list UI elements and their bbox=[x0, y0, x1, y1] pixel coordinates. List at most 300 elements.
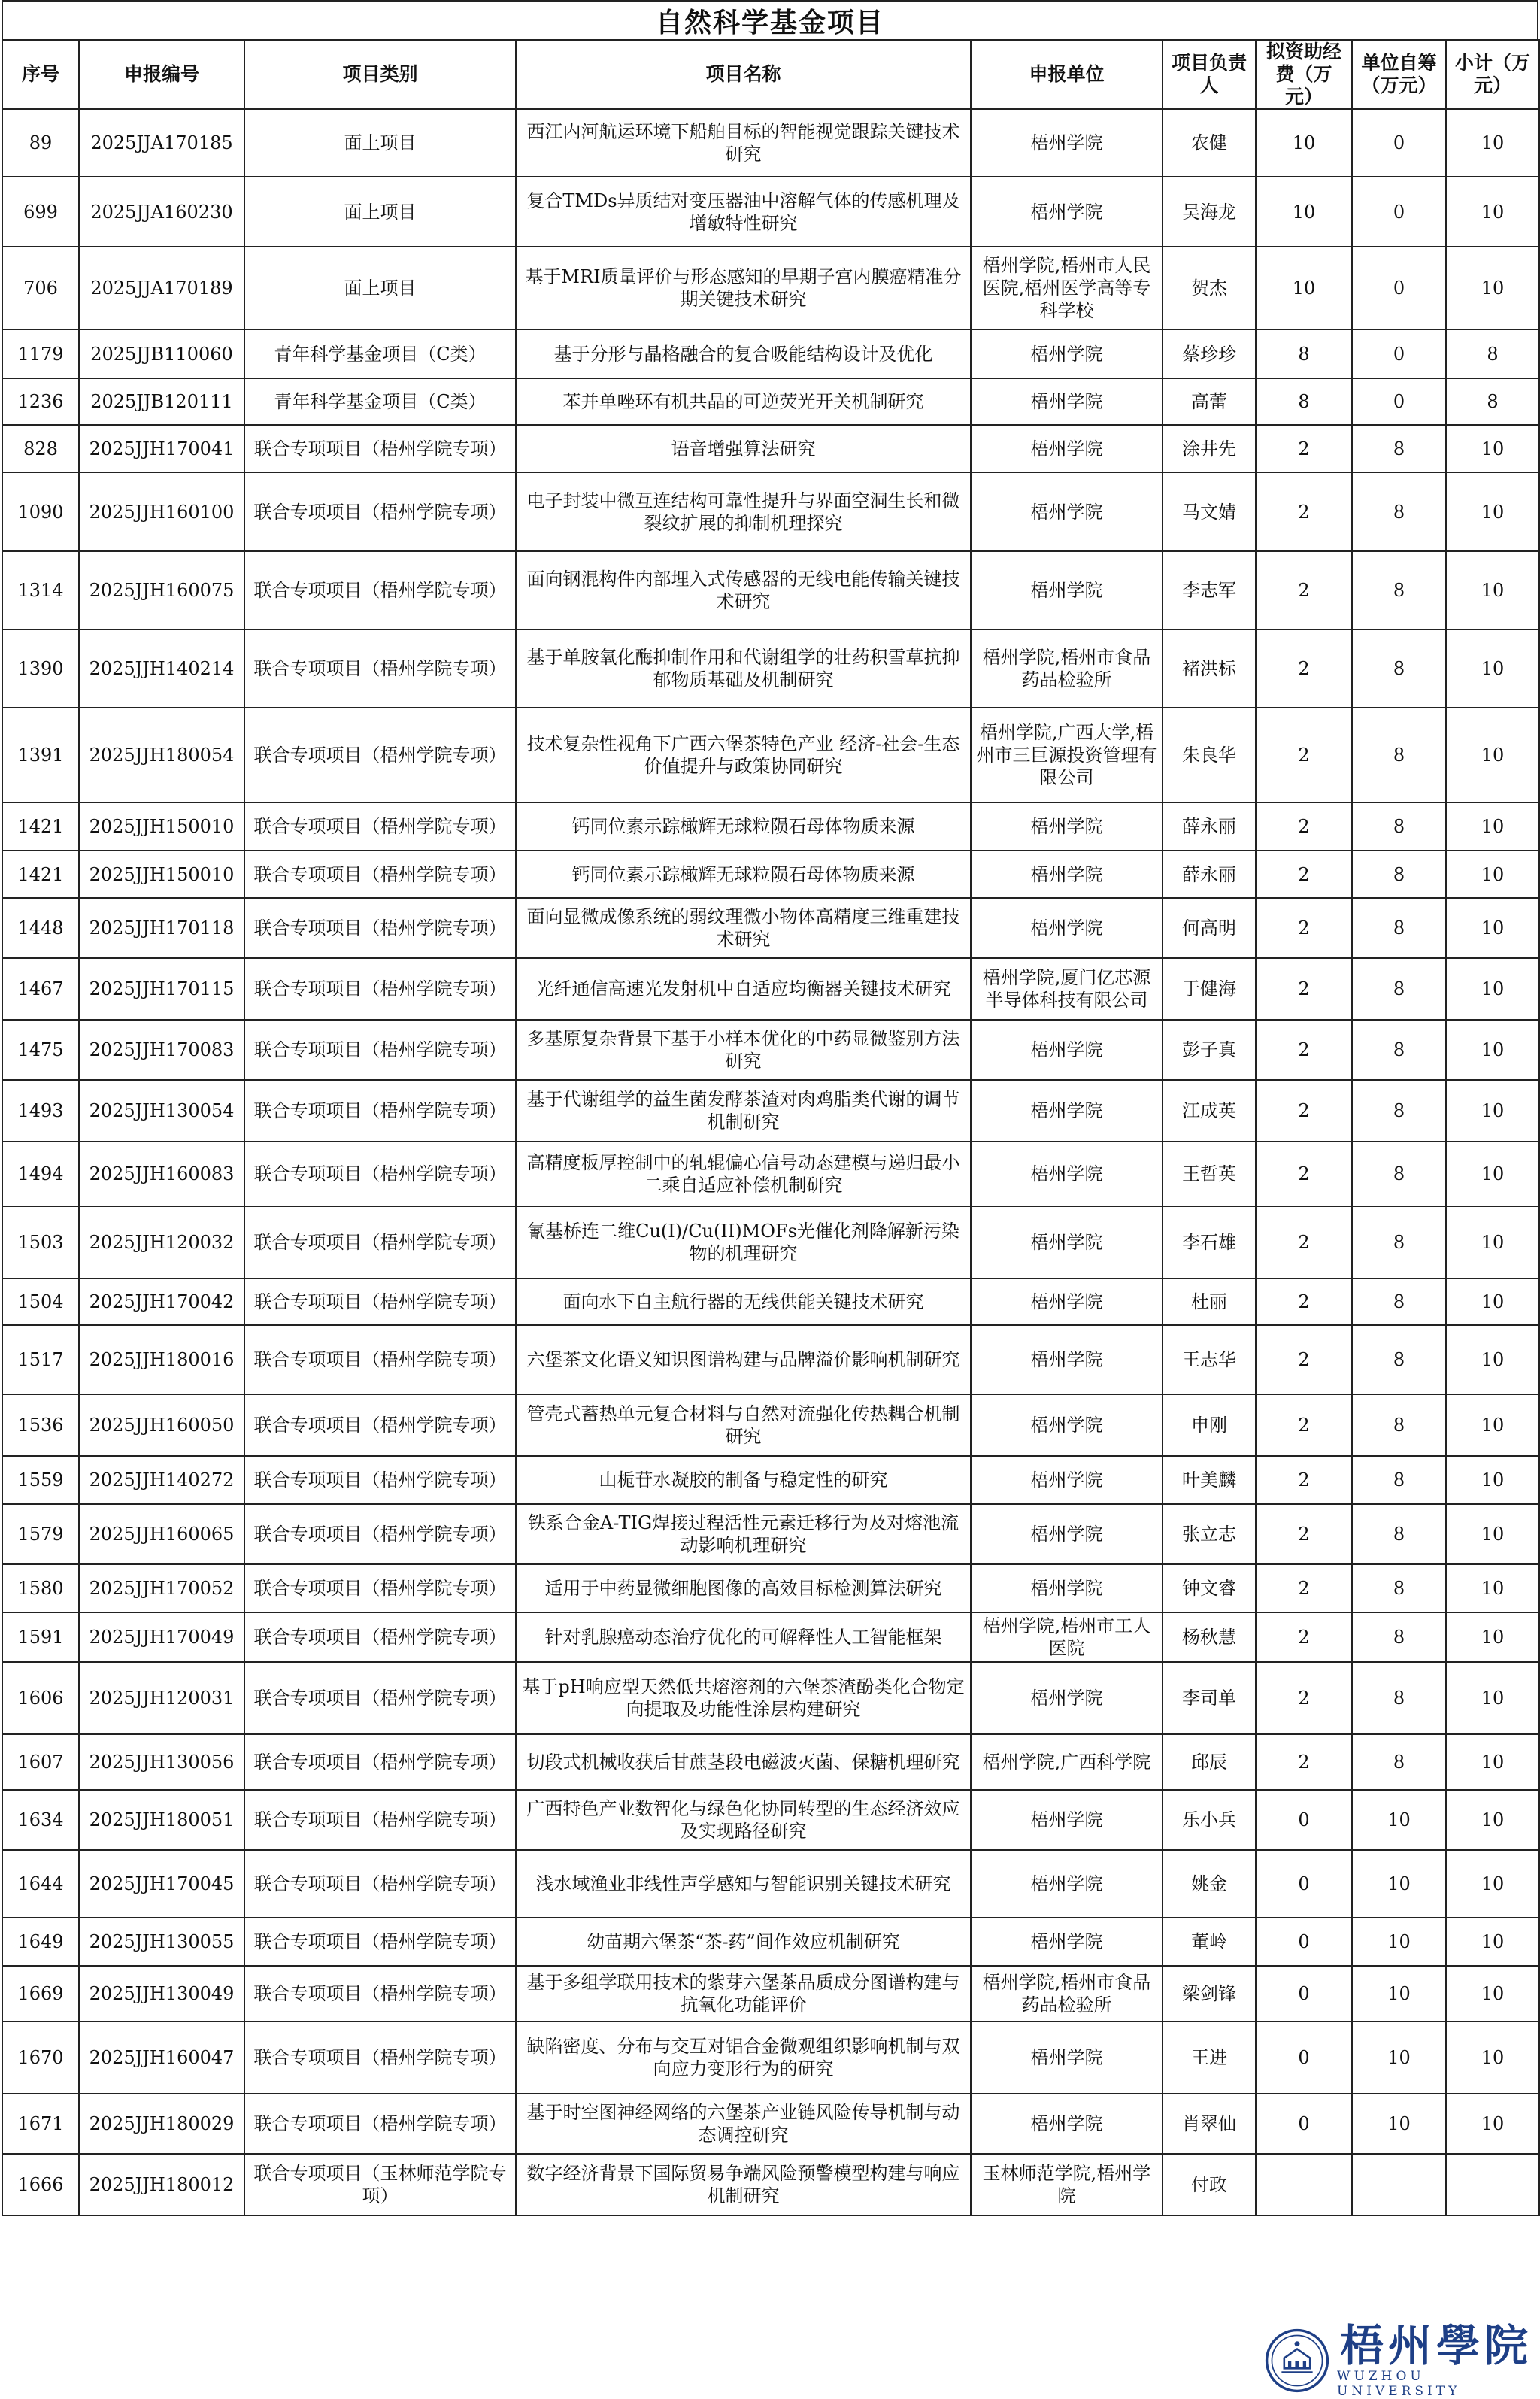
row-code: 2025JJH160065 bbox=[79, 1504, 244, 1564]
row-funding: 2 bbox=[1256, 851, 1352, 898]
row-category: 联合专项项目（梧州学院专项） bbox=[244, 708, 516, 802]
row-code: 2025JJH180016 bbox=[79, 1325, 244, 1394]
row-unit: 梧州学院,厦门亿芯源半导体科技有限公司 bbox=[971, 958, 1163, 1020]
row-seq: 1666 bbox=[2, 2154, 79, 2216]
row-self-raised: 8 bbox=[1352, 1504, 1446, 1564]
row-funding: 2 bbox=[1256, 551, 1352, 629]
row-funding: 10 bbox=[1256, 109, 1352, 177]
table-row bbox=[2, 1734, 1539, 1790]
row-leader: 蔡珍珍 bbox=[1163, 329, 1256, 378]
header-unit: 申报单位 bbox=[971, 40, 1163, 109]
row-name: 面向水下自主航行器的无线供能关键技术研究 bbox=[516, 1278, 971, 1325]
row-name: 电子封装中微互连结构可靠性提升与界面空洞生长和微裂纹扩展的抑制机理探究 bbox=[516, 472, 971, 551]
row-category: 联合专项项目（梧州学院专项） bbox=[244, 1850, 516, 1918]
row-unit: 梧州学院 bbox=[971, 1142, 1163, 1206]
row-code: 2025JJH170042 bbox=[79, 1278, 244, 1325]
row-self-raised: 8 bbox=[1352, 1394, 1446, 1456]
row-category: 联合专项项目（梧州学院专项） bbox=[244, 802, 516, 851]
row-funding: 2 bbox=[1256, 1456, 1352, 1504]
row-code: 2025JJH170118 bbox=[79, 898, 244, 958]
row-funding bbox=[1256, 2154, 1352, 2216]
university-logo bbox=[1265, 2320, 1535, 2399]
row-seq: 1504 bbox=[2, 1278, 79, 1325]
row-seq: 1634 bbox=[2, 1790, 79, 1850]
row-name: 基于多组学联用技术的紫芽六堡茶品质成分图谱构建与抗氧化功能评价 bbox=[516, 1966, 971, 2021]
row-subtotal: 10 bbox=[1446, 1080, 1539, 1142]
row-subtotal: 10 bbox=[1446, 2021, 1539, 2094]
row-funding: 2 bbox=[1256, 1142, 1352, 1206]
row-funding: 2 bbox=[1256, 1504, 1352, 1564]
row-self-raised: 0 bbox=[1352, 329, 1446, 378]
row-leader: 杜丽 bbox=[1163, 1278, 1256, 1325]
row-seq: 1391 bbox=[2, 708, 79, 802]
row-funding: 2 bbox=[1256, 629, 1352, 708]
row-unit: 梧州学院 bbox=[971, 898, 1163, 958]
row-seq: 1448 bbox=[2, 898, 79, 958]
table-row bbox=[2, 472, 1539, 551]
projects-table bbox=[2, 39, 1540, 2216]
row-funding: 2 bbox=[1256, 1325, 1352, 1394]
row-seq: 89 bbox=[2, 109, 79, 177]
row-unit: 梧州学院,梧州市工人医院 bbox=[971, 1612, 1163, 1662]
row-name: 基于分形与晶格融合的复合吸能结构设计及优化 bbox=[516, 329, 971, 378]
row-seq: 1314 bbox=[2, 551, 79, 629]
row-subtotal: 10 bbox=[1446, 177, 1539, 247]
row-leader: 李石雄 bbox=[1163, 1206, 1256, 1278]
row-subtotal: 10 bbox=[1446, 1790, 1539, 1850]
row-category: 联合专项项目（梧州学院专项） bbox=[244, 898, 516, 958]
logo-chinese-name: 梧州學院 bbox=[1339, 2320, 1532, 2371]
row-code: 2025JJH140272 bbox=[79, 1456, 244, 1504]
header-category: 项目类别 bbox=[244, 40, 516, 109]
row-leader: 董岭 bbox=[1163, 1918, 1256, 1966]
row-subtotal: 10 bbox=[1446, 109, 1539, 177]
row-name: 数字经济背景下国际贸易争端风险预警模型构建与响应机制研究 bbox=[516, 2154, 971, 2216]
row-name: 西江内河航运环境下船舶目标的智能视觉跟踪关键技术研究 bbox=[516, 109, 971, 177]
row-subtotal: 10 bbox=[1446, 1020, 1539, 1080]
row-name: 多基原复杂背景下基于小样本优化的中药显微鉴别方法研究 bbox=[516, 1020, 971, 1080]
row-seq: 1607 bbox=[2, 1734, 79, 1790]
row-unit: 梧州学院 bbox=[971, 1662, 1163, 1734]
header-name: 项目名称 bbox=[516, 40, 971, 109]
row-code: 2025JJH180054 bbox=[79, 708, 244, 802]
row-leader: 褚洪标 bbox=[1163, 629, 1256, 708]
row-code: 2025JJH170083 bbox=[79, 1020, 244, 1080]
row-subtotal: 10 bbox=[1446, 1966, 1539, 2021]
table-row bbox=[2, 2021, 1539, 2094]
row-unit: 梧州学院 bbox=[971, 1456, 1163, 1504]
table-row bbox=[2, 629, 1539, 708]
table-row bbox=[2, 1850, 1539, 1918]
table-row bbox=[2, 1080, 1539, 1142]
row-category: 联合专项项目（梧州学院专项） bbox=[244, 425, 516, 472]
row-name: 光纤通信高速光发射机中自适应均衡器关键技术研究 bbox=[516, 958, 971, 1020]
table-row bbox=[2, 1325, 1539, 1394]
row-leader: 梁剑锋 bbox=[1163, 1966, 1256, 2021]
row-self-raised: 10 bbox=[1352, 1790, 1446, 1850]
row-funding: 2 bbox=[1256, 1564, 1352, 1612]
row-funding: 10 bbox=[1256, 247, 1352, 329]
row-seq: 1671 bbox=[2, 2094, 79, 2154]
row-subtotal: 10 bbox=[1446, 802, 1539, 851]
row-funding: 0 bbox=[1256, 1790, 1352, 1850]
row-leader: 邱辰 bbox=[1163, 1734, 1256, 1790]
row-self-raised: 8 bbox=[1352, 551, 1446, 629]
table-row bbox=[2, 378, 1539, 425]
row-category: 联合专项项目（梧州学院专项） bbox=[244, 1966, 516, 2021]
row-seq: 699 bbox=[2, 177, 79, 247]
row-funding: 2 bbox=[1256, 425, 1352, 472]
row-funding: 2 bbox=[1256, 802, 1352, 851]
row-unit: 梧州学院 bbox=[971, 1790, 1163, 1850]
table-row bbox=[2, 898, 1539, 958]
row-code: 2025JJH130055 bbox=[79, 1918, 244, 1966]
row-seq: 1649 bbox=[2, 1918, 79, 1966]
row-subtotal: 10 bbox=[1446, 629, 1539, 708]
row-leader: 吴海龙 bbox=[1163, 177, 1256, 247]
row-code: 2025JJH150010 bbox=[79, 851, 244, 898]
row-seq: 1536 bbox=[2, 1394, 79, 1456]
logo-english-name: WUZHOU UNIVERSITY bbox=[1337, 2369, 1461, 2399]
row-unit: 梧州学院 bbox=[971, 177, 1163, 247]
header-seq: 序号 bbox=[2, 40, 79, 109]
row-seq: 1179 bbox=[2, 329, 79, 378]
row-subtotal: 10 bbox=[1446, 1325, 1539, 1394]
row-funding: 2 bbox=[1256, 1662, 1352, 1734]
document-sheet bbox=[2, 0, 1538, 2216]
row-code: 2025JJB110060 bbox=[79, 329, 244, 378]
row-name: 基于pH响应型天然低共熔溶剂的六堡茶渣酚类化合物定向提取及功能性涂层构建研究 bbox=[516, 1662, 971, 1734]
row-self-raised: 8 bbox=[1352, 1564, 1446, 1612]
row-category: 联合专项项目（梧州学院专项） bbox=[244, 1564, 516, 1612]
row-subtotal: 10 bbox=[1446, 1394, 1539, 1456]
row-category: 联合专项项目（梧州学院专项） bbox=[244, 1612, 516, 1662]
row-unit: 梧州学院 bbox=[971, 329, 1163, 378]
row-subtotal: 10 bbox=[1446, 1504, 1539, 1564]
row-unit: 梧州学院,广西科学院 bbox=[971, 1734, 1163, 1790]
row-leader: 杨秋慧 bbox=[1163, 1612, 1256, 1662]
row-leader: 高蕾 bbox=[1163, 378, 1256, 425]
row-unit: 梧州学院 bbox=[971, 109, 1163, 177]
row-funding: 2 bbox=[1256, 1080, 1352, 1142]
row-leader: 肖翠仙 bbox=[1163, 2094, 1256, 2154]
row-self-raised: 0 bbox=[1352, 177, 1446, 247]
row-category: 面上项目 bbox=[244, 177, 516, 247]
header-code: 申报编号 bbox=[79, 40, 244, 109]
row-code: 2025JJH150010 bbox=[79, 802, 244, 851]
row-unit: 梧州学院 bbox=[971, 1020, 1163, 1080]
row-unit: 梧州学院 bbox=[971, 1918, 1163, 1966]
table-row bbox=[2, 1564, 1539, 1612]
table-row bbox=[2, 958, 1539, 1020]
row-leader: 付政 bbox=[1163, 2154, 1256, 2216]
row-subtotal: 10 bbox=[1446, 1142, 1539, 1206]
row-subtotal: 10 bbox=[1446, 2094, 1539, 2154]
row-unit: 梧州学院 bbox=[971, 425, 1163, 472]
row-leader: 涂井先 bbox=[1163, 425, 1256, 472]
row-funding: 2 bbox=[1256, 472, 1352, 551]
row-seq: 1580 bbox=[2, 1564, 79, 1612]
row-name: 语音增强算法研究 bbox=[516, 425, 971, 472]
row-seq: 1559 bbox=[2, 1456, 79, 1504]
row-name: 基于代谢组学的益生菌发酵茶渣对肉鸡脂类代谢的调节机制研究 bbox=[516, 1080, 971, 1142]
table-row bbox=[2, 802, 1539, 851]
row-subtotal: 10 bbox=[1446, 1850, 1539, 1918]
row-self-raised: 8 bbox=[1352, 1456, 1446, 1504]
row-name: 缺陷密度、分布与交互对铝合金微观组织影响机制与双向应力变形行为的研究 bbox=[516, 2021, 971, 2094]
row-seq: 706 bbox=[2, 247, 79, 329]
row-unit: 梧州学院 bbox=[971, 2021, 1163, 2094]
row-category: 联合专项项目（梧州学院专项） bbox=[244, 1662, 516, 1734]
row-category: 联合专项项目（梧州学院专项） bbox=[244, 1734, 516, 1790]
row-leader: 薛永丽 bbox=[1163, 851, 1256, 898]
row-name: 适用于中药显微细胞图像的高效目标检测算法研究 bbox=[516, 1564, 971, 1612]
row-self-raised: 10 bbox=[1352, 1918, 1446, 1966]
row-code: 2025JJB120111 bbox=[79, 378, 244, 425]
row-code: 2025JJH170041 bbox=[79, 425, 244, 472]
row-name: 六堡茶文化语义知识图谱构建与品牌溢价影响机制研究 bbox=[516, 1325, 971, 1394]
table-row bbox=[2, 1142, 1539, 1206]
row-unit: 梧州学院 bbox=[971, 472, 1163, 551]
row-leader: 王哲英 bbox=[1163, 1142, 1256, 1206]
table-row bbox=[2, 1020, 1539, 1080]
row-name: 针对乳腺癌动态治疗优化的可解释性人工智能框架 bbox=[516, 1612, 971, 1662]
row-name: 钙同位素示踪橄辉无球粒陨石母体物质来源 bbox=[516, 851, 971, 898]
row-unit: 梧州学院 bbox=[971, 851, 1163, 898]
row-leader: 李司单 bbox=[1163, 1662, 1256, 1734]
row-name: 面向钢混构件内部埋入式传感器的无线电能传输关键技术研究 bbox=[516, 551, 971, 629]
row-leader: 叶美麟 bbox=[1163, 1456, 1256, 1504]
row-self-raised: 10 bbox=[1352, 1966, 1446, 2021]
row-category: 联合专项项目（梧州学院专项） bbox=[244, 2094, 516, 2154]
row-unit: 梧州学院 bbox=[971, 378, 1163, 425]
row-unit: 梧州学院 bbox=[971, 551, 1163, 629]
row-code: 2025JJH160050 bbox=[79, 1394, 244, 1456]
row-subtotal: 10 bbox=[1446, 958, 1539, 1020]
table-row bbox=[2, 1966, 1539, 2021]
row-unit: 梧州学院,梧州市食品药品检验所 bbox=[971, 1966, 1163, 2021]
row-leader: 于健海 bbox=[1163, 958, 1256, 1020]
row-code: 2025JJH180051 bbox=[79, 1790, 244, 1850]
row-unit: 梧州学院 bbox=[971, 802, 1163, 851]
row-code: 2025JJH160100 bbox=[79, 472, 244, 551]
row-self-raised bbox=[1352, 2154, 1446, 2216]
row-unit: 梧州学院 bbox=[971, 1394, 1163, 1456]
table-row bbox=[2, 1662, 1539, 1734]
row-funding: 0 bbox=[1256, 2094, 1352, 2154]
row-code: 2025JJH130049 bbox=[79, 1966, 244, 2021]
table-row bbox=[2, 425, 1539, 472]
row-subtotal: 10 bbox=[1446, 1564, 1539, 1612]
row-self-raised: 8 bbox=[1352, 1278, 1446, 1325]
row-code: 2025JJA160230 bbox=[79, 177, 244, 247]
row-subtotal: 10 bbox=[1446, 1206, 1539, 1278]
table-row bbox=[2, 1394, 1539, 1456]
row-leader: 王进 bbox=[1163, 2021, 1256, 2094]
row-name: 钙同位素示踪橄辉无球粒陨石母体物质来源 bbox=[516, 802, 971, 851]
row-category: 联合专项项目（梧州学院专项） bbox=[244, 472, 516, 551]
row-funding: 2 bbox=[1256, 708, 1352, 802]
row-unit: 梧州学院 bbox=[971, 1504, 1163, 1564]
row-code: 2025JJH170052 bbox=[79, 1564, 244, 1612]
row-name: 氰基桥连二维Cu(I)/Cu(II)MOFs光催化剂降解新污染物的机理研究 bbox=[516, 1206, 971, 1278]
row-funding: 2 bbox=[1256, 1734, 1352, 1790]
row-seq: 1493 bbox=[2, 1080, 79, 1142]
row-seq: 1390 bbox=[2, 629, 79, 708]
row-code: 2025JJH120032 bbox=[79, 1206, 244, 1278]
row-name: 管壳式蓄热单元复合材料与自然对流强化传热耦合机制研究 bbox=[516, 1394, 971, 1456]
row-self-raised: 8 bbox=[1352, 472, 1446, 551]
table-row bbox=[2, 851, 1539, 898]
row-self-raised: 8 bbox=[1352, 1662, 1446, 1734]
row-self-raised: 8 bbox=[1352, 898, 1446, 958]
row-code: 2025JJH140214 bbox=[79, 629, 244, 708]
row-self-raised: 8 bbox=[1352, 425, 1446, 472]
row-name: 技术复杂性视角下广西六堡茶特色产业 经济-社会-生态价值提升与政策协同研究 bbox=[516, 708, 971, 802]
row-unit: 玉林师范学院,梧州学院 bbox=[971, 2154, 1163, 2216]
row-leader: 乐小兵 bbox=[1163, 1790, 1256, 1850]
row-self-raised: 8 bbox=[1352, 1325, 1446, 1394]
table-row bbox=[2, 1456, 1539, 1504]
row-code: 2025JJA170185 bbox=[79, 109, 244, 177]
row-self-raised: 8 bbox=[1352, 851, 1446, 898]
row-unit: 梧州学院 bbox=[971, 1278, 1163, 1325]
row-category: 联合专项项目（梧州学院专项） bbox=[244, 958, 516, 1020]
row-name: 浅水域渔业非线性声学感知与智能识别关键技术研究 bbox=[516, 1850, 971, 1918]
row-unit: 梧州学院,梧州市食品药品检验所 bbox=[971, 629, 1163, 708]
row-leader: 薛永丽 bbox=[1163, 802, 1256, 851]
row-category: 联合专项项目（梧州学院专项） bbox=[244, 1504, 516, 1564]
row-self-raised: 0 bbox=[1352, 378, 1446, 425]
row-category: 面上项目 bbox=[244, 247, 516, 329]
row-self-raised: 8 bbox=[1352, 1080, 1446, 1142]
row-funding: 8 bbox=[1256, 329, 1352, 378]
row-subtotal: 10 bbox=[1446, 1662, 1539, 1734]
row-unit: 梧州学院 bbox=[971, 2094, 1163, 2154]
header-leader: 项目负责人 bbox=[1163, 40, 1256, 109]
table-row bbox=[2, 2154, 1539, 2216]
row-unit: 梧州学院,梧州市人民医院,梧州医学高等专科学校 bbox=[971, 247, 1163, 329]
row-subtotal: 10 bbox=[1446, 1918, 1539, 1966]
row-self-raised: 8 bbox=[1352, 1734, 1446, 1790]
row-code: 2025JJH170045 bbox=[79, 1850, 244, 1918]
row-self-raised: 10 bbox=[1352, 1850, 1446, 1918]
row-subtotal bbox=[1446, 2154, 1539, 2216]
row-seq: 1606 bbox=[2, 1662, 79, 1734]
row-unit: 梧州学院 bbox=[971, 1206, 1163, 1278]
row-self-raised: 8 bbox=[1352, 1142, 1446, 1206]
row-leader: 江成英 bbox=[1163, 1080, 1256, 1142]
row-name: 幼苗期六堡茶“茶-药”间作效应机制研究 bbox=[516, 1918, 971, 1966]
row-code: 2025JJH130056 bbox=[79, 1734, 244, 1790]
row-code: 2025JJH170049 bbox=[79, 1612, 244, 1662]
header-self-raised: 单位自筹（万元） bbox=[1352, 40, 1446, 109]
row-unit: 梧州学院 bbox=[971, 1080, 1163, 1142]
row-name: 基于MRI质量评价与形态感知的早期子宫内膜癌精准分期关键技术研究 bbox=[516, 247, 971, 329]
row-category: 联合专项项目（梧州学院专项） bbox=[244, 1918, 516, 1966]
row-code: 2025JJH180029 bbox=[79, 2094, 244, 2154]
row-seq: 1494 bbox=[2, 1142, 79, 1206]
row-category: 联合专项项目（梧州学院专项） bbox=[244, 1020, 516, 1080]
row-name: 山栀苷水凝胶的制备与稳定性的研究 bbox=[516, 1456, 971, 1504]
row-seq: 1591 bbox=[2, 1612, 79, 1662]
row-name: 苯并单唑环有机共晶的可逆荧光开关机制研究 bbox=[516, 378, 971, 425]
row-self-raised: 8 bbox=[1352, 958, 1446, 1020]
row-leader: 姚金 bbox=[1163, 1850, 1256, 1918]
table-row bbox=[2, 551, 1539, 629]
row-category: 青年科学基金项目（C类） bbox=[244, 329, 516, 378]
row-self-raised: 0 bbox=[1352, 109, 1446, 177]
row-name: 切段式机械收获后甘蔗茎段电磁波灭菌、保糖机理研究 bbox=[516, 1734, 971, 1790]
row-seq: 1517 bbox=[2, 1325, 79, 1394]
row-self-raised: 8 bbox=[1352, 629, 1446, 708]
row-unit: 梧州学院 bbox=[971, 1850, 1163, 1918]
row-subtotal: 10 bbox=[1446, 851, 1539, 898]
row-code: 2025JJH170115 bbox=[79, 958, 244, 1020]
row-funding: 2 bbox=[1256, 1278, 1352, 1325]
row-name: 高精度板厚控制中的轧辊偏心信号动态建模与递归最小二乘自适应补偿机制研究 bbox=[516, 1142, 971, 1206]
row-category: 联合专项项目（梧州学院专项） bbox=[244, 851, 516, 898]
row-subtotal: 10 bbox=[1446, 247, 1539, 329]
row-seq: 1669 bbox=[2, 1966, 79, 2021]
row-leader: 朱良华 bbox=[1163, 708, 1256, 802]
row-category: 联合专项项目（梧州学院专项） bbox=[244, 1142, 516, 1206]
row-funding: 2 bbox=[1256, 898, 1352, 958]
row-leader: 张立志 bbox=[1163, 1504, 1256, 1564]
row-category: 联合专项项目（梧州学院专项） bbox=[244, 551, 516, 629]
row-unit: 梧州学院 bbox=[971, 1564, 1163, 1612]
row-unit: 梧州学院 bbox=[971, 1325, 1163, 1394]
row-self-raised: 8 bbox=[1352, 1020, 1446, 1080]
row-category: 联合专项项目（梧州学院专项） bbox=[244, 1790, 516, 1850]
row-subtotal: 10 bbox=[1446, 425, 1539, 472]
row-seq: 1644 bbox=[2, 1850, 79, 1918]
row-funding: 0 bbox=[1256, 1850, 1352, 1918]
table-row bbox=[2, 708, 1539, 802]
page-title: 自然科学基金项目 bbox=[2, 0, 1538, 39]
row-category: 联合专项项目（梧州学院专项） bbox=[244, 629, 516, 708]
row-subtotal: 10 bbox=[1446, 472, 1539, 551]
row-category: 联合专项项目（梧州学院专项） bbox=[244, 2021, 516, 2094]
row-self-raised: 10 bbox=[1352, 2094, 1446, 2154]
row-subtotal: 10 bbox=[1446, 551, 1539, 629]
row-seq: 1579 bbox=[2, 1504, 79, 1564]
row-funding: 2 bbox=[1256, 1020, 1352, 1080]
row-subtotal: 10 bbox=[1446, 1612, 1539, 1662]
header-funding: 拟资助经费（万元） bbox=[1256, 40, 1352, 109]
row-subtotal: 8 bbox=[1446, 378, 1539, 425]
row-leader: 贺杰 bbox=[1163, 247, 1256, 329]
table-row bbox=[2, 1278, 1539, 1325]
row-name: 广西特色产业数智化与绿色化协同转型的生态经济效应及实现路径研究 bbox=[516, 1790, 971, 1850]
row-name: 复合TMDs异质结对变压器油中溶解气体的传感机理及增敏特性研究 bbox=[516, 177, 971, 247]
row-name: 铁系合金A-TIG焊接过程活性元素迁移行为及对熔池流动影响机理研究 bbox=[516, 1504, 971, 1564]
row-code: 2025JJH180012 bbox=[79, 2154, 244, 2216]
row-category: 联合专项项目（梧州学院专项） bbox=[244, 1080, 516, 1142]
row-category: 联合专项项目（梧州学院专项） bbox=[244, 1278, 516, 1325]
row-subtotal: 10 bbox=[1446, 898, 1539, 958]
table-row bbox=[2, 329, 1539, 378]
table-row bbox=[2, 247, 1539, 329]
row-self-raised: 8 bbox=[1352, 708, 1446, 802]
row-code: 2025JJA170189 bbox=[79, 247, 244, 329]
header-subtotal: 小计（万元） bbox=[1446, 40, 1539, 109]
university-seal-icon bbox=[1265, 2328, 1329, 2393]
row-leader: 农健 bbox=[1163, 109, 1256, 177]
row-leader: 王志华 bbox=[1163, 1325, 1256, 1394]
row-funding: 2 bbox=[1256, 1206, 1352, 1278]
row-subtotal: 10 bbox=[1446, 708, 1539, 802]
